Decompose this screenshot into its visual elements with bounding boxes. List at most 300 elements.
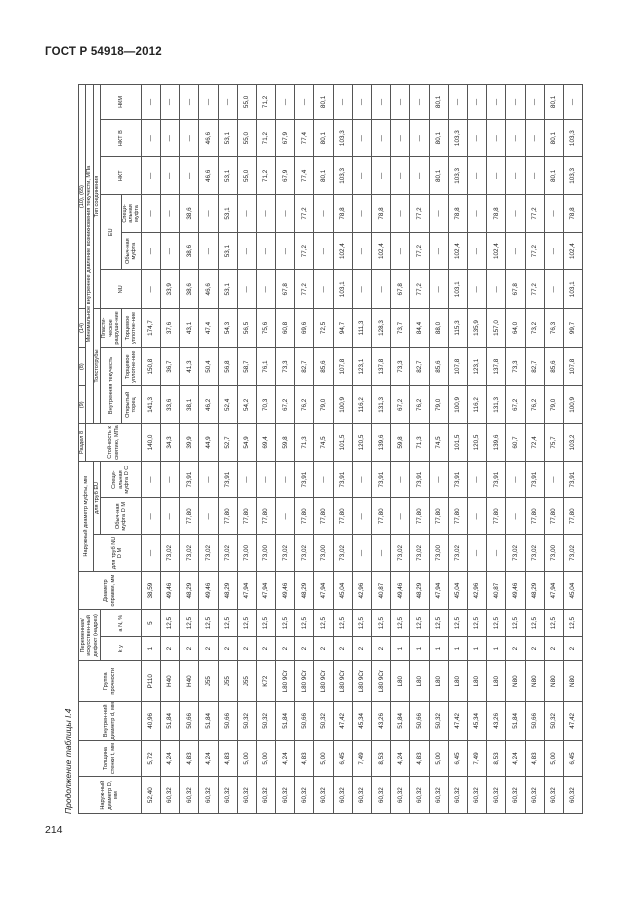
table-cell: 49,46 (160, 571, 179, 610)
table-cell: 51,84 (276, 702, 295, 741)
table-cell: L80 (467, 661, 486, 702)
table-cell: 45,34 (352, 702, 371, 741)
table-cell: 84,4 (410, 309, 429, 348)
table-cell: 76,2 (525, 386, 544, 424)
col-plastic-closed-end: Торцевое уплотне-ние (121, 309, 141, 348)
table-cell: 101,5 (333, 424, 352, 462)
table-cell: — (237, 195, 256, 233)
table-content (60, 84, 590, 814)
table-cell: 79,0 (314, 386, 333, 424)
table-cell: 58,7 (237, 347, 256, 386)
table-cell: 43,26 (487, 702, 506, 741)
table-cell: 52,40 (141, 777, 160, 814)
table-cell: 60,32 (525, 777, 544, 814)
table-cell: 45,34 (467, 702, 486, 741)
table-cell: N80 (525, 661, 544, 702)
table-cell: 59,8 (391, 424, 410, 462)
table-cell: 73,91 (333, 461, 352, 498)
table-cell: 38,6 (180, 270, 199, 309)
table-cell: — (544, 195, 563, 233)
table-cell: 34,3 (160, 424, 179, 462)
table-cell: — (141, 270, 160, 309)
table-cell: 60,32 (160, 777, 179, 814)
table-cell: — (141, 85, 160, 120)
col-nu-coupling: для труб NU D M (93, 535, 141, 572)
table-cell: — (314, 270, 333, 309)
table-cell: 12,5 (467, 610, 486, 636)
table-cell: 103,3 (563, 157, 582, 195)
table-cell: L80 9Cr (352, 661, 371, 702)
table-cell: 4,83 (410, 740, 429, 777)
table-cell: 4,24 (506, 740, 525, 777)
table-cell: 157,0 (487, 309, 506, 348)
table-cell: 100,9 (563, 386, 582, 424)
table-cell: 55,0 (237, 119, 256, 157)
table-cell: 50,66 (180, 702, 199, 741)
table-cell: 123,1 (352, 347, 371, 386)
table-cell: 60,32 (199, 777, 218, 814)
table-cell: 67,2 (506, 386, 525, 424)
table-cell: — (525, 157, 544, 195)
table-cell: 80,1 (544, 157, 563, 195)
table-cell: 77,80 (410, 498, 429, 535)
table-cell: 82,7 (295, 347, 314, 386)
hdr-pressure: Минимальное внутреннее давление возникновения текучести, МПа (86, 85, 93, 424)
table-cell: 54,2 (237, 386, 256, 424)
table-cell: 60,32 (429, 777, 448, 814)
table-cell: 6,45 (563, 740, 582, 777)
table-cell: 77,2 (295, 270, 314, 309)
table-row (160, 85, 179, 814)
table-cell: 8,53 (372, 740, 391, 777)
table-cell: 2 (506, 636, 525, 660)
table-cell: 71,2 (256, 85, 275, 120)
table-cell: 73,3 (506, 347, 525, 386)
table-row (180, 85, 199, 814)
table-cell: 12,5 (160, 610, 179, 636)
table-cell: 47,94 (314, 571, 333, 610)
table-cell: 72,5 (314, 309, 333, 348)
table-cell: — (563, 85, 582, 120)
hdr-connection-type: Тип соединения (93, 85, 100, 309)
table-cell: 107,8 (333, 347, 352, 386)
table-cell: 103,3 (448, 157, 467, 195)
table-cell: 1 (391, 636, 410, 660)
table-cell: 139,6 (487, 424, 506, 462)
table-cell: 135,9 (467, 309, 486, 348)
table-cell: 67,8 (506, 270, 525, 309)
hdr-plastic: Пласти-ческое разруше-ние (101, 309, 121, 348)
table-cell: 60,7 (506, 424, 525, 462)
table-cell: 82,7 (410, 347, 429, 386)
table-cell: — (391, 85, 410, 120)
table-cell: 2 (563, 636, 582, 660)
table-cell: 102,4 (372, 232, 391, 270)
table-cell: 2 (295, 636, 314, 660)
table-row (276, 85, 295, 814)
table-cell: — (506, 461, 525, 498)
table-cell: 47,42 (563, 702, 582, 741)
table-cell: 56,8 (218, 347, 237, 386)
table-cell: — (467, 498, 486, 535)
table-cell: — (237, 232, 256, 270)
col-drift-diameter: Диаметр оправки, мм (79, 571, 142, 610)
table-cell: 46,6 (199, 157, 218, 195)
table-cell: 12,5 (352, 610, 371, 636)
table-cell: 80,1 (314, 85, 333, 120)
table-cell: 77,80 (237, 498, 256, 535)
table-row (525, 85, 544, 814)
col-outer-diameter: Наруж-ный диаметр D, мм (79, 777, 142, 814)
col-collapse: Стой-кость к смятию, МПа (86, 424, 141, 462)
table-cell: 174,7 (141, 309, 160, 348)
table-cell: L80 (429, 661, 448, 702)
hdr-plain-end: Толстотрубы (93, 309, 100, 424)
table-cell: — (429, 270, 448, 309)
rotated-table-area (60, 84, 590, 814)
table-cell: 139,6 (372, 424, 391, 462)
table-cell: 60,32 (218, 777, 237, 814)
table-cell: — (410, 85, 429, 120)
table-cell: 55,0 (237, 85, 256, 120)
table-cell: 103,3 (448, 119, 467, 157)
table-cell: 44,9 (199, 424, 218, 462)
table-cell: — (506, 498, 525, 535)
table-cell: 69,6 (295, 309, 314, 348)
table-cell: 40,87 (372, 571, 391, 610)
table-cell: 77,80 (295, 498, 314, 535)
table-cell: — (160, 119, 179, 157)
table-cell: 42,96 (352, 571, 371, 610)
table-cell: — (276, 195, 295, 233)
table-cell: 77,2 (410, 195, 429, 233)
table-cell: 77,80 (487, 498, 506, 535)
table-cell: 77,2 (525, 232, 544, 270)
table-row (429, 85, 448, 814)
table-cell: 71,3 (295, 424, 314, 462)
table-cell: 48,29 (410, 571, 429, 610)
table-row (544, 85, 563, 814)
table-cell: 38,6 (180, 232, 199, 270)
table-cell: 74,5 (429, 424, 448, 462)
table-cell: — (256, 195, 275, 233)
table-cell: 7,49 (467, 740, 486, 777)
table-cell: 80,1 (429, 85, 448, 120)
table-cell: 50,66 (218, 702, 237, 741)
table-cell: 37,6 (160, 309, 179, 348)
table-row (199, 85, 218, 814)
table-cell: 103,3 (333, 119, 352, 157)
table-cell: 60,32 (467, 777, 486, 814)
table-cell: 73,91 (372, 461, 391, 498)
table-cell: 5,00 (314, 740, 333, 777)
table-cell: 1 (429, 636, 448, 660)
table-cell: — (160, 195, 179, 233)
table-cell: 78,8 (448, 195, 467, 233)
table-cell: 73,91 (410, 461, 429, 498)
table-cell: 67,8 (276, 270, 295, 309)
table-cell: 60,32 (391, 777, 410, 814)
table-cell: 33,6 (160, 386, 179, 424)
table-cell: 75,7 (544, 424, 563, 462)
table-cell: — (314, 461, 333, 498)
table-cell: 73,02 (391, 535, 410, 572)
table-cell: 107,8 (563, 347, 582, 386)
table-cell: 51,84 (391, 702, 410, 741)
table-cell: 47,42 (448, 702, 467, 741)
table-cell: 60,32 (487, 777, 506, 814)
table-cell: 12,5 (410, 610, 429, 636)
table-cell: 103,3 (333, 157, 352, 195)
table-cell: 102,4 (563, 232, 582, 270)
table-cell: 73,00 (314, 535, 333, 572)
table-cell: — (410, 119, 429, 157)
table-cell: 73,02 (160, 535, 179, 572)
table-cell: 48,29 (295, 571, 314, 610)
table-row (295, 85, 314, 814)
table-cell: — (295, 85, 314, 120)
table-cell: 77,80 (372, 498, 391, 535)
table-cell: — (276, 232, 295, 270)
table-cell: — (352, 498, 371, 535)
table-cell: 59,8 (276, 424, 295, 462)
table-cell: — (467, 270, 486, 309)
table-cell: 1 (467, 636, 486, 660)
table-cell: — (352, 461, 371, 498)
table-cell: 60,32 (410, 777, 429, 814)
table-cell: 4,24 (276, 740, 295, 777)
table-cell: 111,3 (352, 309, 371, 348)
table-cell: — (410, 157, 429, 195)
table-cell: 60,32 (314, 777, 333, 814)
table-row (218, 85, 237, 814)
table-cell: 50,66 (410, 702, 429, 741)
col-wall-thickness: Толщина стенки t, мм (79, 740, 142, 777)
table-cell: 48,29 (218, 571, 237, 610)
table-cell: 45,04 (448, 571, 467, 610)
col-ky: k y (101, 636, 142, 660)
table-cell: 100,9 (448, 386, 467, 424)
table-cell: 38,6 (180, 195, 199, 233)
table-cell: — (372, 157, 391, 195)
table-cell: L80 9Cr (333, 661, 352, 702)
table-cell: 49,46 (199, 571, 218, 610)
table-cell: 77,80 (448, 498, 467, 535)
table-cell: 45,04 (563, 571, 582, 610)
table-cell: 12,5 (391, 610, 410, 636)
table-cell: 73,3 (276, 347, 295, 386)
table-cell: 116,2 (352, 386, 371, 424)
table-row (237, 85, 256, 814)
table-cell: J55 (218, 661, 237, 702)
table-cell: — (180, 85, 199, 120)
table-cell: 67,9 (276, 157, 295, 195)
table-cell: — (467, 232, 486, 270)
table-cell: 103,3 (563, 119, 582, 157)
table-cell: 85,6 (544, 347, 563, 386)
table-cell: 49,46 (506, 571, 525, 610)
table-cell: 6,45 (333, 740, 352, 777)
table-cell: — (372, 85, 391, 120)
table-cell: 2 (544, 636, 563, 660)
table-cell: — (237, 270, 256, 309)
table-cell: 54,9 (237, 424, 256, 462)
table-cell: — (199, 232, 218, 270)
table-cell: 7,49 (352, 740, 371, 777)
table-row (467, 85, 486, 814)
table-cell: L80 9Cr (295, 661, 314, 702)
table-cell: — (544, 461, 563, 498)
table-cell: — (429, 461, 448, 498)
table-cell: — (352, 195, 371, 233)
table-cell: 43,26 (372, 702, 391, 741)
table-cell: — (199, 85, 218, 120)
hdr-inner-yield: Внутренняя текучесть (101, 347, 121, 423)
table-cell: — (333, 85, 352, 120)
table-cell: 2 (180, 636, 199, 660)
table-row (352, 85, 371, 814)
table-cell: 88,0 (429, 309, 448, 348)
table-cell: — (429, 195, 448, 233)
table-cell: 40,96 (141, 702, 160, 741)
table-cell: 150,8 (141, 347, 160, 386)
table-cell: 12,5 (429, 610, 448, 636)
table-cell: 4,24 (199, 740, 218, 777)
table-cell: 12,5 (544, 610, 563, 636)
table-cell: 43,1 (180, 309, 199, 348)
table-cell: 128,3 (372, 309, 391, 348)
table-cell: 76,2 (295, 386, 314, 424)
table-cell: 12,5 (487, 610, 506, 636)
table-cell: 73,91 (563, 461, 582, 498)
table-cell: — (467, 157, 486, 195)
table-cell: 60,32 (180, 777, 199, 814)
table-cell: 71,3 (410, 424, 429, 462)
table-cell: 12,5 (276, 610, 295, 636)
table-cell: — (467, 461, 486, 498)
table-cell: K72 (256, 661, 275, 702)
table-row (391, 85, 410, 814)
table-cell: 60,32 (352, 777, 371, 814)
table-cell: 73,3 (391, 347, 410, 386)
table-cell: 47,4 (199, 309, 218, 348)
hdr-conn-eu: EU (101, 195, 121, 270)
table-cell: — (180, 119, 199, 157)
table-body (141, 85, 582, 814)
table-cell: 85,6 (429, 347, 448, 386)
table-cell: — (448, 85, 467, 120)
table-cell: 8,53 (487, 740, 506, 777)
table-cell: 116,2 (467, 386, 486, 424)
table-cell: 73,00 (237, 535, 256, 572)
table-cell: 42,96 (467, 571, 486, 610)
table-cell: 46,2 (199, 386, 218, 424)
table-cell: 2 (256, 636, 275, 660)
col-coupling-od: Наружный диаметр муфты, мм (79, 461, 94, 571)
table-cell: 5,00 (429, 740, 448, 777)
table-cell: — (487, 535, 506, 572)
table-cell: 38,59 (141, 571, 160, 610)
table-cell: 115,3 (448, 309, 467, 348)
table-cell: 103,1 (563, 270, 582, 309)
table-cell: 52,4 (218, 386, 237, 424)
table-cell: — (160, 85, 179, 120)
table-cell: — (199, 195, 218, 233)
table-cell: L80 9Cr (276, 661, 295, 702)
table-cell: 56,5 (237, 309, 256, 348)
table-cell: 2 (352, 636, 371, 660)
table-cell: — (141, 119, 160, 157)
table-cell: 78,8 (487, 195, 506, 233)
table-cell: 50,32 (544, 702, 563, 741)
table-cell: 79,0 (544, 386, 563, 424)
table-cell: — (314, 232, 333, 270)
table-cell: 60,32 (237, 777, 256, 814)
table-cell: 60,32 (544, 777, 563, 814)
table-cell: 77,2 (410, 232, 429, 270)
table-cell: — (276, 461, 295, 498)
document-header: ГОСТ Р 54918—2012 (45, 46, 162, 58)
table-cell: 47,94 (256, 571, 275, 610)
table-cell: 60,32 (295, 777, 314, 814)
table-cell: 36,7 (160, 347, 179, 386)
table-cell: 80,1 (429, 119, 448, 157)
table-cell: 77,2 (410, 270, 429, 309)
table-cell: 12,5 (333, 610, 352, 636)
table-cell: — (372, 535, 391, 572)
table-cell: 4,83 (295, 740, 314, 777)
table-cell: 77,80 (563, 498, 582, 535)
table-cell: 76,2 (410, 386, 429, 424)
table-cell: 73,02 (295, 535, 314, 572)
table-row (372, 85, 391, 814)
table-cell: 12,5 (372, 610, 391, 636)
table-cell: 75,6 (256, 309, 275, 348)
table-cell: — (141, 461, 160, 498)
table-cell: 48,29 (180, 571, 199, 610)
table-cell: 60,32 (276, 777, 295, 814)
col-an: a N, % (101, 610, 142, 636)
table-cell: 73,2 (525, 309, 544, 348)
table-cell: — (180, 157, 199, 195)
table-cell: 73,91 (180, 461, 199, 498)
table-cell: H40 (180, 661, 199, 702)
table-cell: 12,5 (180, 610, 199, 636)
table-cell: — (352, 270, 371, 309)
table-cell: 6,45 (448, 740, 467, 777)
table-cell: 2 (314, 636, 333, 660)
table-cell: — (525, 119, 544, 157)
table-cell: 137,8 (487, 347, 506, 386)
table-cell: L80 (391, 661, 410, 702)
table-cell: L80 (448, 661, 467, 702)
table-cell: 140,0 (141, 424, 160, 462)
table-cell: 46,6 (199, 119, 218, 157)
table-cell: — (544, 270, 563, 309)
table-cell: 78,8 (333, 195, 352, 233)
table-cell: 1 (448, 636, 467, 660)
table-cell: — (352, 157, 371, 195)
table-cell: 77,80 (333, 498, 352, 535)
table-cell: 51,84 (506, 702, 525, 741)
table-row (314, 85, 333, 814)
table-cell: 99,7 (563, 309, 582, 348)
table-cell: 2 (237, 636, 256, 660)
table-cell: 73,91 (218, 461, 237, 498)
table-cell: 77,80 (525, 498, 544, 535)
table-cell: 12,5 (506, 610, 525, 636)
table-cell: — (506, 157, 525, 195)
